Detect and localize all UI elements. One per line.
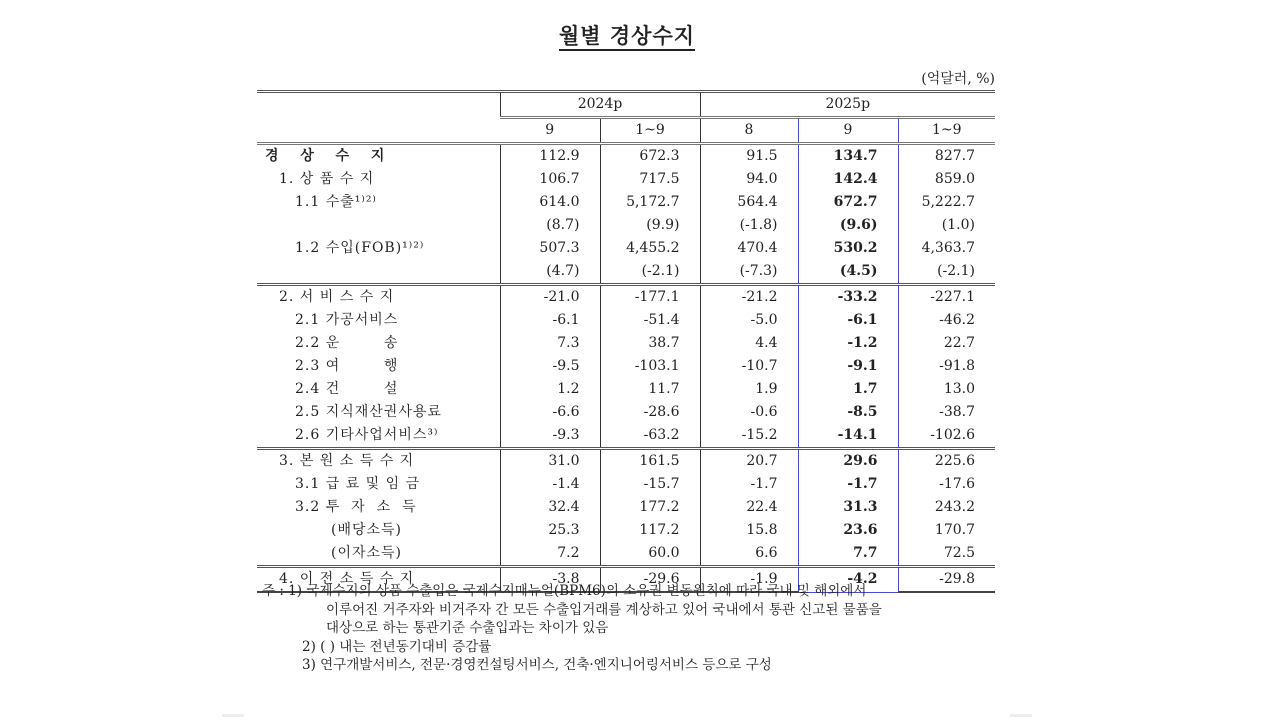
cell-value: -29.6 <box>600 567 700 593</box>
cell-value: 5,222.7 <box>898 191 995 214</box>
row-label: (배당소득) <box>331 522 403 538</box>
cell-value: 15.8 <box>700 519 798 542</box>
header-col: 8 <box>700 118 798 144</box>
cell-value: 4,455.2 <box>600 237 700 260</box>
row-label: 3.2 투 자 소 득 <box>295 499 417 515</box>
cell-value: -10.7 <box>700 355 798 378</box>
cell-value: 177.2 <box>600 496 700 519</box>
cell-value: 20.7 <box>700 449 798 474</box>
cell-value: -28.6 <box>600 401 700 424</box>
cell-value: 31.0 <box>500 449 600 474</box>
cell-value: -103.1 <box>600 355 700 378</box>
cell-value: -21.2 <box>700 285 798 310</box>
cell-value: -9.3 <box>500 424 600 449</box>
row-label: 2. 서 비 스 수 지 <box>257 285 500 310</box>
cell-value-highlighted: -33.2 <box>798 285 898 310</box>
cell-value: 564.4 <box>700 191 798 214</box>
cell-value: (-2.1) <box>898 260 995 285</box>
table-row <box>257 473 995 496</box>
cell-value: -6.1 <box>500 309 600 332</box>
cell-value: 614.0 <box>500 191 600 214</box>
cell-value: -227.1 <box>898 285 995 310</box>
table-row <box>257 355 995 378</box>
cell-value: -15.7 <box>600 473 700 496</box>
table-row <box>257 214 995 237</box>
cell-value-highlighted: 31.3 <box>798 496 898 519</box>
cell-value: 507.3 <box>500 237 600 260</box>
cell-value: -17.6 <box>898 473 995 496</box>
cell-value: -51.4 <box>600 309 700 332</box>
row-label <box>257 214 500 237</box>
cell-value: 1.2 <box>500 378 600 401</box>
current-account-table <box>257 90 995 593</box>
cell-value: 94.0 <box>700 168 798 191</box>
table-row <box>257 332 995 355</box>
cell-value-highlighted: -6.1 <box>798 309 898 332</box>
cell-value-highlighted: 23.6 <box>798 519 898 542</box>
cell-value: 106.7 <box>500 168 600 191</box>
cell-value: -21.0 <box>500 285 600 310</box>
footnote-line: 이루어진 거주자와 비거주자 간 모든 수출입거래를 계상하고 있어 국내에서 통관 신고된 물품을 <box>326 601 882 618</box>
cell-value: (-1.8) <box>700 214 798 237</box>
row-label: 3.1 급 료 및 임 금 <box>295 476 421 492</box>
unit-label: (억달러, %) <box>921 71 995 87</box>
header-2025: 2025p <box>700 92 995 118</box>
cell-value-highlighted: 7.7 <box>798 542 898 567</box>
cell-value: (4.7) <box>500 260 600 285</box>
cell-value: 32.4 <box>500 496 600 519</box>
cell-value: -0.6 <box>700 401 798 424</box>
header-col: 9 <box>500 118 600 144</box>
cell-value-highlighted: 530.2 <box>798 237 898 260</box>
cell-value: -6.6 <box>500 401 600 424</box>
header-col: 1~9 <box>898 118 995 144</box>
table-row <box>257 285 995 310</box>
cell-value: 827.7 <box>898 144 995 169</box>
header-row-years <box>257 92 995 118</box>
cell-value-highlighted: (4.5) <box>798 260 898 285</box>
cell-value: 22.7 <box>898 332 995 355</box>
cell-value: -46.2 <box>898 309 995 332</box>
row-label: 2.6 기타사업서비스³⁾ <box>295 427 439 443</box>
cell-value: 117.2 <box>600 519 700 542</box>
cell-value: 672.3 <box>600 144 700 169</box>
table-row <box>257 237 995 260</box>
cell-value: 60.0 <box>600 542 700 567</box>
row-label: (이자소득) <box>331 545 403 561</box>
row-label: 1. 상 품 수 지 <box>279 171 375 187</box>
cell-value: 25.3 <box>500 519 600 542</box>
table-row <box>257 378 995 401</box>
page-corner-mark <box>222 714 244 717</box>
cell-value: (9.9) <box>600 214 700 237</box>
cell-value: 4.4 <box>700 332 798 355</box>
cell-value: -177.1 <box>600 285 700 310</box>
cell-value: 38.7 <box>600 332 700 355</box>
cell-value-highlighted: -9.1 <box>798 355 898 378</box>
row-label <box>257 260 500 285</box>
table-row <box>257 144 995 169</box>
table-row <box>257 401 995 424</box>
table-row <box>257 424 995 449</box>
cell-value-highlighted: -1.2 <box>798 332 898 355</box>
row-label: 4. 이 전 소 득 수 지 <box>257 567 500 593</box>
document-title <box>0 20 1254 50</box>
cell-value: 4,363.7 <box>898 237 995 260</box>
header-col: 1~9 <box>600 118 700 144</box>
table-body <box>257 144 995 593</box>
cell-value: -1.4 <box>500 473 600 496</box>
cell-value: 243.2 <box>898 496 995 519</box>
footnote-line: 2) ( ) 내는 전년동기대비 증감률 <box>302 638 492 655</box>
row-label: 1.1 수출¹⁾²⁾ <box>295 194 377 210</box>
cell-value: (1.0) <box>898 214 995 237</box>
cell-value: -3.8 <box>500 567 600 593</box>
cell-value-highlighted: -4.2 <box>798 567 898 593</box>
row-label: 2.2 운 송 <box>295 335 399 351</box>
row-label: 2.4 건 설 <box>295 381 399 397</box>
table-row <box>257 260 995 285</box>
row-label: 경 상 수 지 <box>257 144 500 169</box>
footnotes <box>262 582 882 675</box>
cell-value: -5.0 <box>700 309 798 332</box>
cell-value: 7.3 <box>500 332 600 355</box>
cell-value-highlighted: 1.7 <box>798 378 898 401</box>
cell-value: 22.4 <box>700 496 798 519</box>
table-row <box>257 191 995 214</box>
cell-value: (-2.1) <box>600 260 700 285</box>
cell-value: 5,172.7 <box>600 191 700 214</box>
footnote-line: 주 : 1) 국제수지의 상품 수출입은 국제수지매뉴얼(BPM6)의 소유권 변동원칙에 따라 국내 및 해외에서 <box>262 583 867 599</box>
cell-value: -38.7 <box>898 401 995 424</box>
cell-value: 161.5 <box>600 449 700 474</box>
cell-value: -102.6 <box>898 424 995 449</box>
cell-value: 91.5 <box>700 144 798 169</box>
table-row <box>257 542 995 567</box>
header-col-highlighted: 9 <box>798 118 898 144</box>
table-row <box>257 449 995 474</box>
table-row <box>257 496 995 519</box>
header-2024: 2024p <box>500 92 700 118</box>
row-label: 2.1 가공서비스 <box>295 312 399 328</box>
table-row <box>257 168 995 191</box>
cell-value: 717.5 <box>600 168 700 191</box>
row-label: 3. 본 원 소 득 수 지 <box>257 449 500 474</box>
cell-value-highlighted: 29.6 <box>798 449 898 474</box>
cell-value: 470.4 <box>700 237 798 260</box>
cell-value: (8.7) <box>500 214 600 237</box>
cell-value: -1.9 <box>700 567 798 593</box>
cell-value: 13.0 <box>898 378 995 401</box>
table-row <box>257 519 995 542</box>
cell-value-highlighted: 672.7 <box>798 191 898 214</box>
cell-value-highlighted: 142.4 <box>798 168 898 191</box>
row-label: 1.2 수입(FOB)¹⁾²⁾ <box>295 240 425 256</box>
cell-value: 859.0 <box>898 168 995 191</box>
cell-value-highlighted: -1.7 <box>798 473 898 496</box>
cell-value: -29.8 <box>898 567 995 593</box>
cell-value: -91.8 <box>898 355 995 378</box>
page-corner-mark <box>1010 714 1032 717</box>
cell-value: (-7.3) <box>700 260 798 285</box>
table-row <box>257 309 995 332</box>
cell-value: 225.6 <box>898 449 995 474</box>
cell-value: -15.2 <box>700 424 798 449</box>
footnote-line: 대상으로 하는 통관기준 수출입과는 차이가 있음 <box>326 620 609 636</box>
title-text: 월별 경상수지 <box>559 23 695 51</box>
row-label: 2.5 지식재산권사용료 <box>295 404 442 420</box>
cell-value: 6.6 <box>700 542 798 567</box>
cell-value: -1.7 <box>700 473 798 496</box>
cell-value: -63.2 <box>600 424 700 449</box>
row-label: 2.3 여 행 <box>295 358 399 374</box>
cell-value: 170.7 <box>898 519 995 542</box>
cell-value: 7.2 <box>500 542 600 567</box>
cell-value-highlighted: -8.5 <box>798 401 898 424</box>
cell-value-highlighted: 134.7 <box>798 144 898 169</box>
cell-value-highlighted: (9.6) <box>798 214 898 237</box>
cell-value-highlighted: -14.1 <box>798 424 898 449</box>
cell-value: 112.9 <box>500 144 600 169</box>
cell-value: 72.5 <box>898 542 995 567</box>
cell-value: 11.7 <box>600 378 700 401</box>
header-blank <box>257 92 500 144</box>
footnote-line: 3) 연구개발서비스, 전문·경영컨설팅서비스, 건축·엔지니어링서비스 등으로 구성 <box>302 657 772 673</box>
cell-value: -9.5 <box>500 355 600 378</box>
cell-value: 1.9 <box>700 378 798 401</box>
